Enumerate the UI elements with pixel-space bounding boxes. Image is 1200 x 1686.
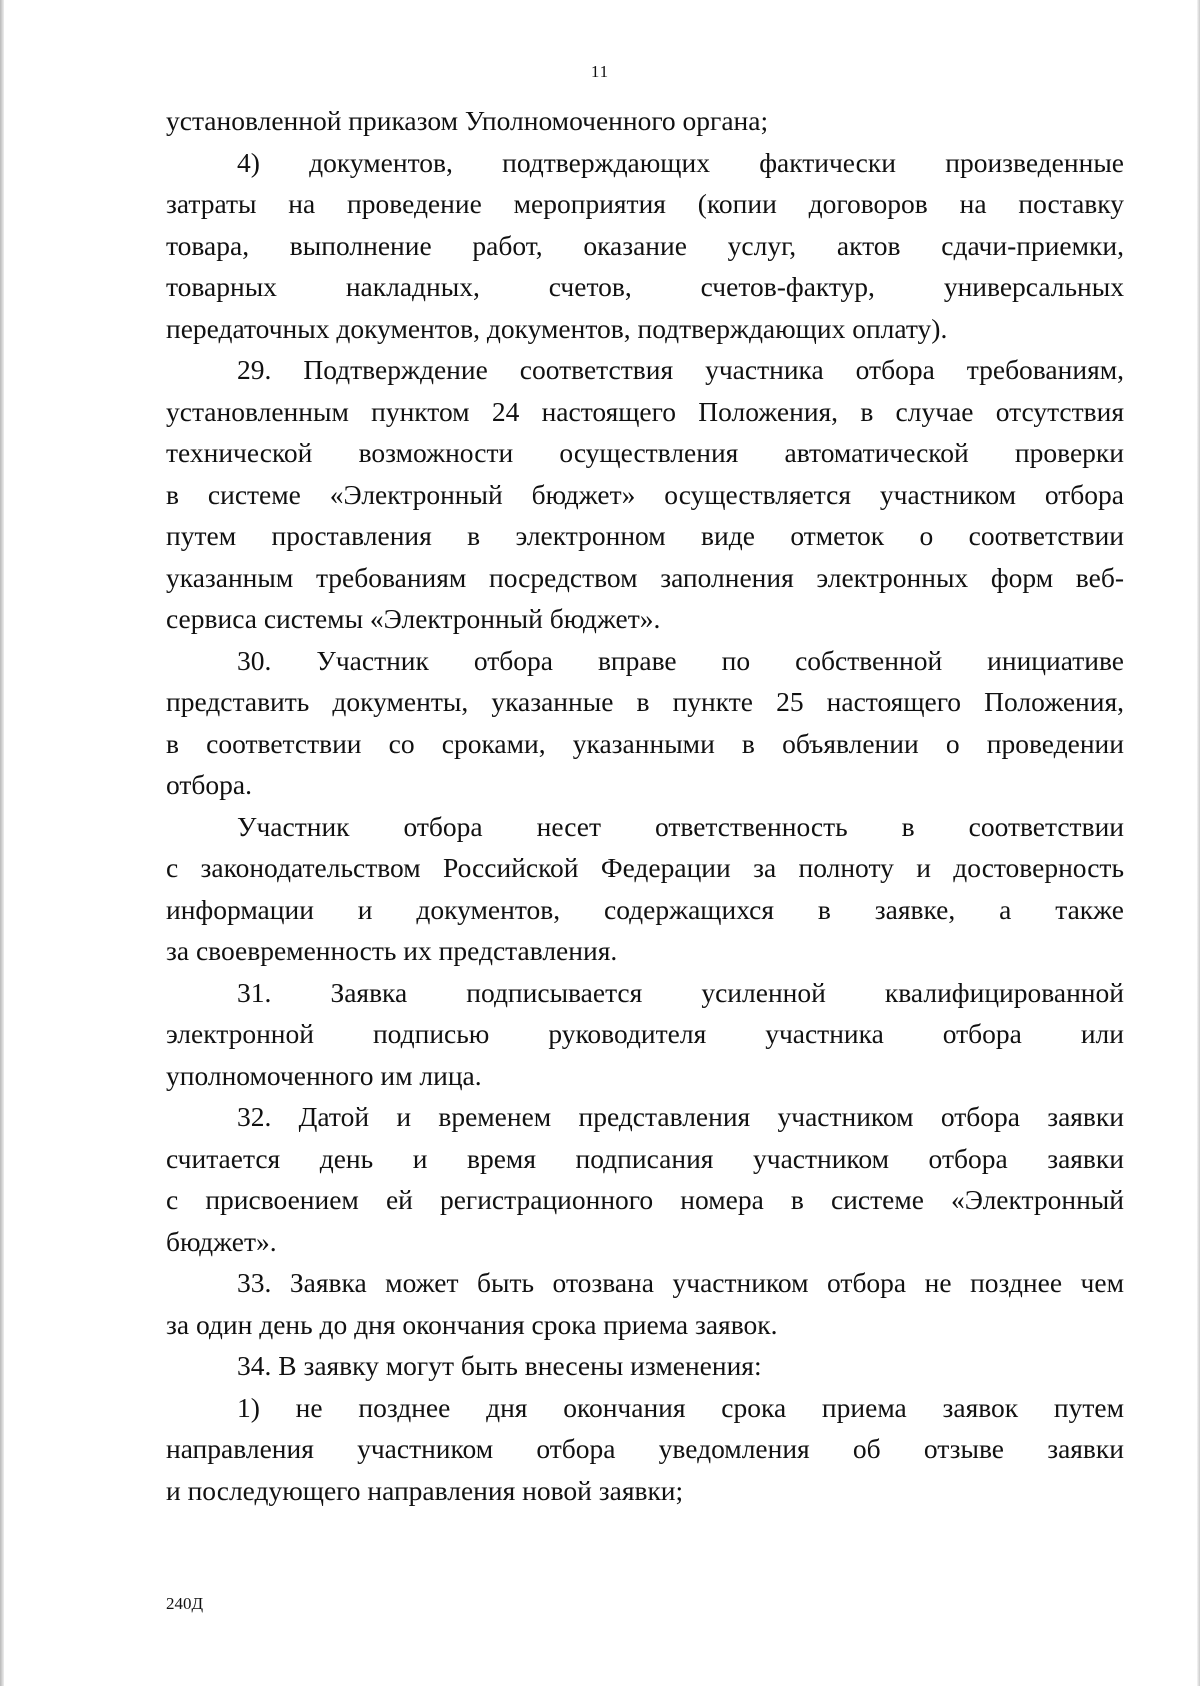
text-line: за своевременность их представления.: [166, 935, 618, 966]
scan-edge-left: [0, 0, 4, 1686]
text-line: с законодательством Российской Федерации за полноту и достоверность: [166, 852, 1124, 883]
text-line: уполномоченного им лица.: [166, 1059, 482, 1091]
text-line: 29. Подтверждение соответствия участника отбора требованиям,: [237, 354, 1124, 385]
text-line: затраты на проведение мероприятия (копии договоров на поставку: [166, 188, 1124, 219]
text-line: в соответствии со сроками, указанными в объявлении о проведении: [166, 727, 1124, 759]
text-line: путем проставления в электронном виде отметок о соответствии: [166, 520, 1124, 551]
page-number: 11: [590, 62, 610, 81]
text-line: Участник отбора несет ответственность в соответствии: [237, 810, 1124, 842]
text-line: 1) не позднее дня окончания срока приема заявок путем: [237, 1391, 1124, 1423]
text-line: технической возможности осуществления автоматической проверки: [166, 437, 1124, 468]
text-line: информации и документов, содержащихся в заявке, а также: [166, 893, 1124, 925]
text-line: 32. Датой и временем представления участником отбора заявки: [237, 1101, 1124, 1132]
text-line: направления участником отбора уведомления об отзыве заявки: [166, 1433, 1124, 1464]
text-line: 33. Заявка может быть отозвана участником отбора не позднее чем: [237, 1267, 1124, 1298]
text-line: установленной приказом Уполномоченного органа;: [166, 105, 769, 136]
text-line: представить документы, указанные в пункте 25 настоящего Положения,: [166, 686, 1124, 717]
document-body: [166, 100, 1124, 1511]
text-line: сервиса системы «Электронный бюджет».: [166, 603, 661, 634]
text-line: 4) документов, подтверждающих фактически произведенные: [237, 146, 1124, 178]
text-line: 31. Заявка подписывается усиленной квалифицированной: [237, 976, 1124, 1008]
text-line: в системе «Электронный бюджет» осуществляется участником отбора: [166, 478, 1124, 510]
footer-document-code: 240Д: [166, 1594, 204, 1613]
text-line: товарных накладных, счетов, счетов-фактур, универсальных: [166, 271, 1124, 302]
text-line: 34. В заявку могут быть внесены изменения:: [237, 1350, 762, 1381]
text-line: электронной подписью руководителя участника отбора или: [166, 1018, 1124, 1049]
text-line: передаточных документов, документов, подтверждающих оплату).: [166, 312, 948, 344]
text-line: отбора.: [166, 769, 252, 800]
text-line: за один день до дня окончания срока приема заявок.: [166, 1308, 778, 1340]
text-line: и последующего направления новой заявки;: [166, 1474, 684, 1506]
text-line: установленным пунктом 24 настоящего Положения, в случае отсутствия: [166, 395, 1124, 427]
text-line: с присвоением ей регистрационного номера в системе «Электронный: [166, 1184, 1124, 1215]
text-line: считается день и время подписания участником отбора заявки: [166, 1142, 1124, 1174]
text-line: указанным требованиям посредством заполнения электронных форм веб-: [166, 561, 1124, 593]
text-line: бюджет».: [166, 1225, 277, 1257]
text-line: товара, выполнение работ, оказание услуг, актов сдачи-приемки,: [166, 229, 1124, 261]
text-line: 30. Участник отбора вправе по собственной инициативе: [237, 644, 1124, 676]
